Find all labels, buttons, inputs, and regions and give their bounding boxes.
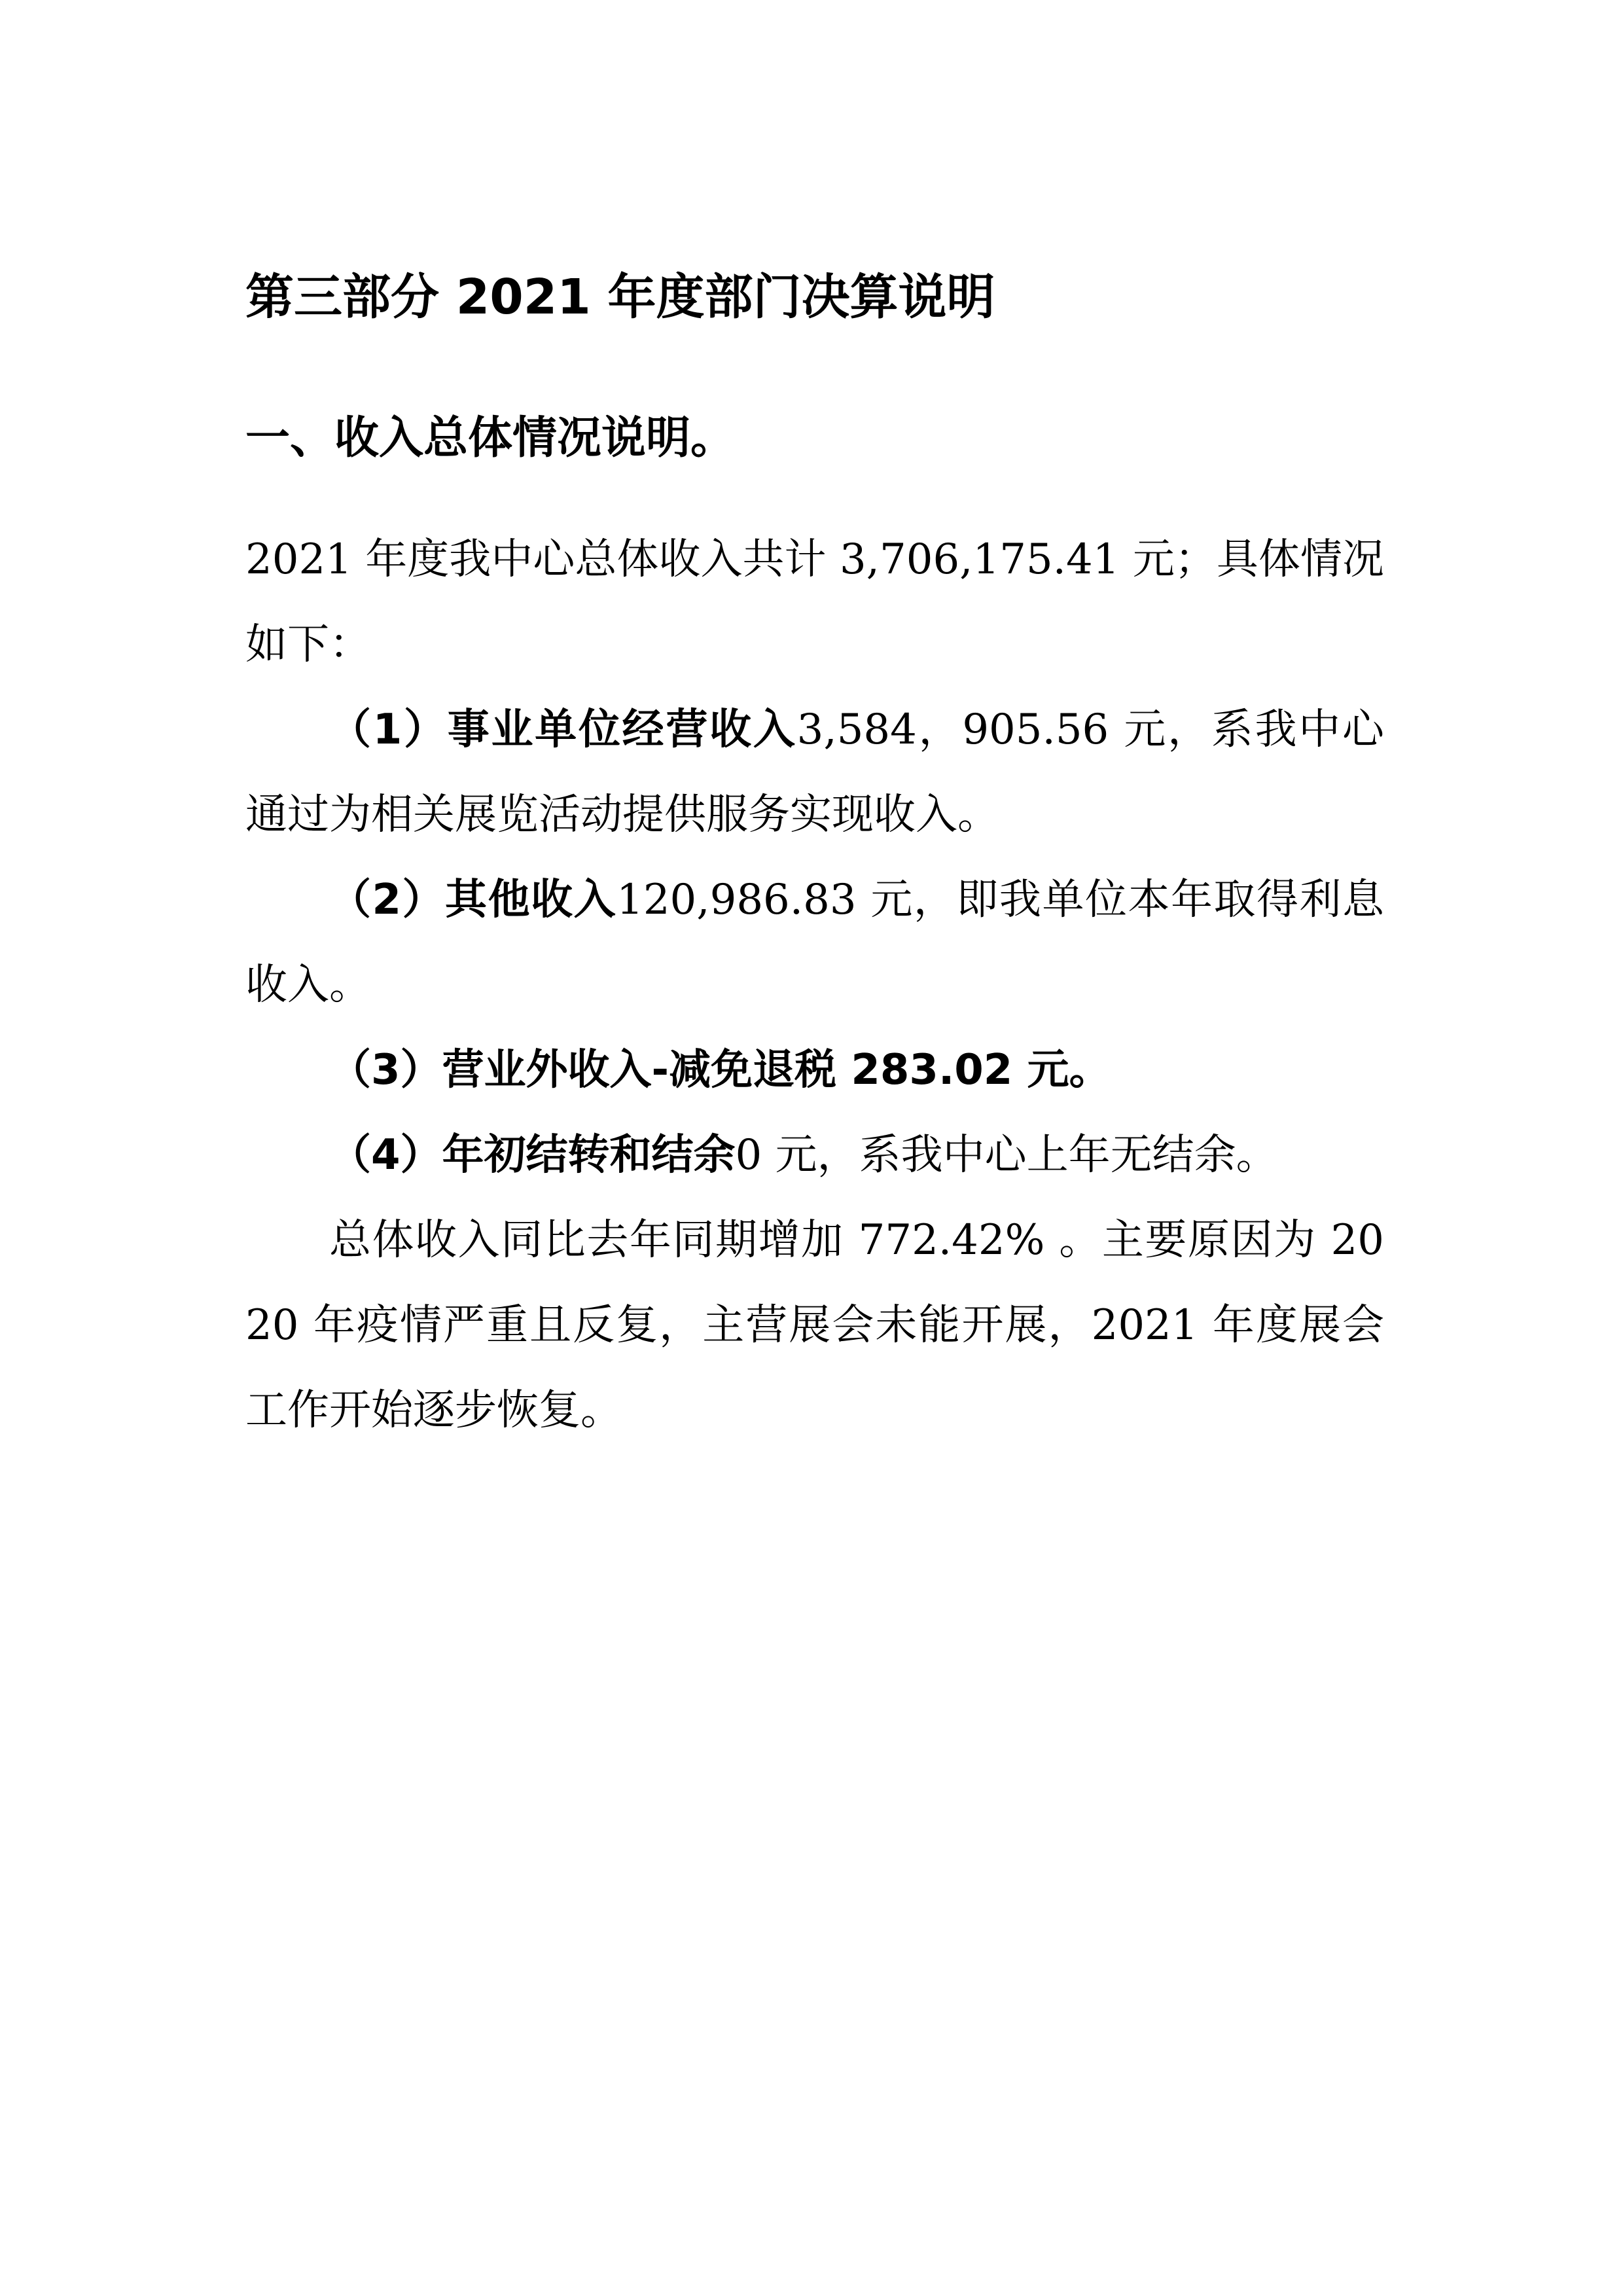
item-text: 120,986.83 元，即我单位本年取得利息收入。 <box>245 876 1385 1009</box>
summary-paragraph: 总体收入同比去年同期增加 772.42% 。主要原因为 2020 年疫情严重且反复，主营展会未能开展，2021 年度展会工作开始逐步恢复。 <box>245 1216 1384 1435</box>
item-carryover <box>245 1113 1384 1198</box>
item-other-income <box>245 857 1384 1028</box>
intro-paragraph: 2021 年度我中心总体收入共计 3,706,175.41 元；具体情况如下： <box>245 535 1384 669</box>
part-title: 第三部分 2021 年度部门决算说明 <box>245 269 995 325</box>
item-text: 3,584，905.56 元，系我中心通过为相关展览活动提供服务实现收入。 <box>245 706 1385 839</box>
item-label: （1）事业单位经营收入 <box>329 706 797 754</box>
item-text: 0 元，系我中心上年无结余。 <box>735 1131 1278 1179</box>
item-operating-income <box>245 687 1384 857</box>
item-label: （4）年初结转和结余 <box>329 1131 736 1179</box>
section-title: 一、收入总体情况说明。 <box>245 412 736 464</box>
item-non-operating-income <box>245 1028 1384 1113</box>
item-label: （2）其他收入 <box>329 876 617 924</box>
item-label: （3）营业外收入-减免退税 283.02 元。 <box>329 1046 1111 1094</box>
